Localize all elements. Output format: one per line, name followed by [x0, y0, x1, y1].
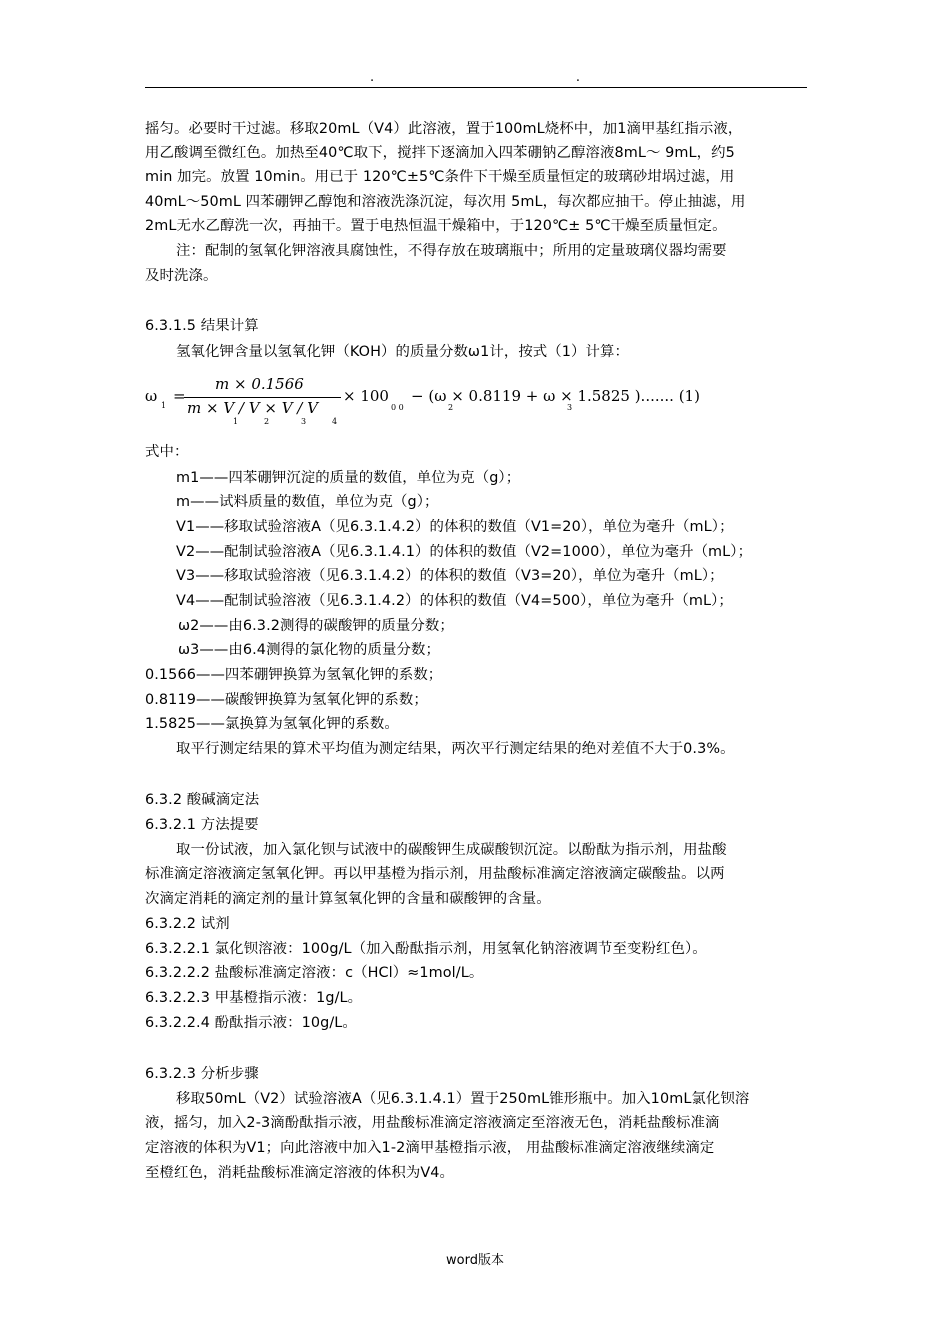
- para1-line-5: 2mL无水乙醇洗一次，再抽干。置于电热恒温干燥箱中，于120℃± 5℃干燥至质量恒定。: [145, 218, 727, 234]
- reagent-6322-1: 6.3.2.2.1 氯化钡溶液：100g/L（加入酚酞指示剂，用氢氧化钠溶液调节至变粉红色）。: [145, 941, 707, 957]
- def-m: m——试料质量的数值，单位为克（g）；: [176, 494, 439, 510]
- def-v1: V1——移取试验溶液A（见6.3.1.4.2）的体积的数值（V1=20），单位为毫升（mL）；: [176, 519, 734, 535]
- coef-1-5825: 1.5825——氯换算为氢氧化钾的系数。: [145, 716, 399, 732]
- para1-line-4: 40mL～50mL 四苯硼钾乙醇饱和溶液洗涤沉淀，每次用 5mL，每次都应抽干。停止抽滤，用: [145, 194, 746, 210]
- formula-rest: − (ω × 0.8119 + ω × 1.5825 )....... (1): [411, 387, 700, 405]
- para1-line-1: 摇匀。必要时干过滤。移取20mL（V4）此溶液，置于100mL烧杯中，加1滴甲基红指示液，: [145, 121, 743, 137]
- formula-times-100: × 100: [343, 387, 389, 405]
- steps-line-4: 至橙红色，消耗盐酸标准滴定溶液的体积为V4。: [145, 1165, 455, 1181]
- note-line-1: 注：配制的氢氧化钾溶液具腐蚀性，不得存放在玻璃瓶中；所用的定量玻璃仪器均需要: [176, 243, 727, 259]
- section-632-heading: 6.3.2 酸碱滴定法: [145, 792, 260, 808]
- where-label: 式中：: [145, 444, 189, 460]
- def-w2: ω2——由6.3.2测得的碳酸钾的质量分数；: [178, 618, 454, 634]
- formula-den-sub-2: 2: [264, 417, 270, 426]
- header-rule: [145, 87, 807, 88]
- formula-den-sub-4: 4: [332, 417, 338, 426]
- reagent-6322-3: 6.3.2.2.3 甲基橙指示液：1g/L。: [145, 990, 363, 1006]
- reagent-6322-2: 6.3.2.2.2 盐酸标准滴定溶液：c（HCl）≈1mol/L。: [145, 965, 484, 981]
- summary-line-3: 次滴定消耗的滴定剂的量计算氢氧化钾的含量和碳酸钾的含量。: [145, 891, 551, 907]
- formula-rest-sub-3: 3: [567, 403, 573, 412]
- note-line-2: 及时洗涤。: [145, 268, 218, 284]
- steps-line-1: 移取50mL（V2）试验溶液A（见6.3.1.4.1）置于250mL锥形瓶中。加入10mL氯化钡溶: [176, 1091, 750, 1107]
- formula-lhs-sub: 1: [161, 401, 167, 410]
- para1-line-2: 用乙酸调至微红色。加热至40℃取下，搅拌下逐滴加入四苯硼钠乙醇溶液8mL～ 9mL，约5: [145, 145, 735, 161]
- reagent-6322-4: 6.3.2.2.4 酚酞指示液：10g/L。: [145, 1015, 357, 1031]
- def-v4: V4——配制试验溶液（见6.3.1.4.2）的体积的数值（V4=500），单位为毫升（mL）；: [176, 593, 733, 609]
- steps-line-3: 定溶液的体积为V1；向此溶液中加入1-2滴甲基橙指示液， 用盐酸标准滴定溶液继续滴定: [145, 1140, 715, 1156]
- section-6323-heading: 6.3.2.3 分析步骤: [145, 1066, 259, 1082]
- def-m1: m1——四苯硼钾沉淀的质量的数值，单位为克（g）；: [176, 470, 521, 486]
- section-6315-heading: 6.3.1.5 结果计算: [145, 318, 259, 334]
- formula-fraction-bar: [184, 397, 341, 398]
- average-rule: 取平行测定结果的算术平均值为测定结果，两次平行测定结果的绝对差值不大于0.3%。: [176, 741, 735, 757]
- header-dot-right: .: [575, 70, 580, 85]
- coef-0-1566: 0.1566——四苯硼钾换算为氢氧化钾的系数；: [145, 667, 443, 683]
- header-dots: [370, 70, 580, 85]
- formula-percent-subs: 0 0: [391, 403, 404, 412]
- steps-line-2: 液，摇匀，加入2-3滴酚酞指示液，用盐酸标准滴定溶液滴定至溶液无色，消耗盐酸标准滴: [145, 1115, 720, 1131]
- def-v2: V2——配制试验溶液A（见6.3.1.4.1）的体积的数值（V2=1000），单位为毫升（mL）；: [176, 544, 753, 560]
- formula-denominator: m × V / V × V / V: [187, 399, 318, 417]
- para1-line-3: min 加完。放置 10min。用已于 120℃±5℃条件下干燥至质量恒定的玻璃砂坩埚过滤，用: [145, 169, 735, 185]
- formula-equals: =: [173, 387, 186, 405]
- formula-den-sub-3: 3: [301, 417, 307, 426]
- section-6322-heading: 6.3.2.2 试剂: [145, 916, 230, 932]
- section-6321-heading: 6.3.2.1 方法提要: [145, 817, 259, 833]
- summary-line-1: 取一份试液，加入氯化钡与试液中的碳酸钾生成碳酸钡沉淀。以酚酞为指示剂，用盐酸: [176, 842, 727, 858]
- calc-intro: 氢氧化钾含量以氢氧化钾（KOH）的质量分数ω1计，按式（1）计算：: [176, 344, 630, 360]
- page-footer: word版本: [446, 1253, 504, 1268]
- coef-0-8119: 0.8119——碳酸钾换算为氢氧化钾的系数；: [145, 692, 428, 708]
- summary-line-2: 标准滴定溶液滴定氢氧化钾。再以甲基橙为指示剂，用盐酸标准滴定溶液滴定碳酸盐。以两: [145, 866, 725, 882]
- formula-numerator: m × 0.1566: [215, 375, 304, 393]
- header-dot-left: .: [370, 70, 375, 85]
- formula-lhs: ω: [145, 387, 158, 405]
- def-w3: ω3——由6.4测得的氯化物的质量分数；: [178, 642, 440, 658]
- formula-den-sub-1: 1: [233, 417, 239, 426]
- def-v3: V3——移取试验溶液（见6.3.1.4.2）的体积的数值（V3=20），单位为毫升（mL）；: [176, 568, 724, 584]
- formula-rest-sub-2: 2: [448, 403, 454, 412]
